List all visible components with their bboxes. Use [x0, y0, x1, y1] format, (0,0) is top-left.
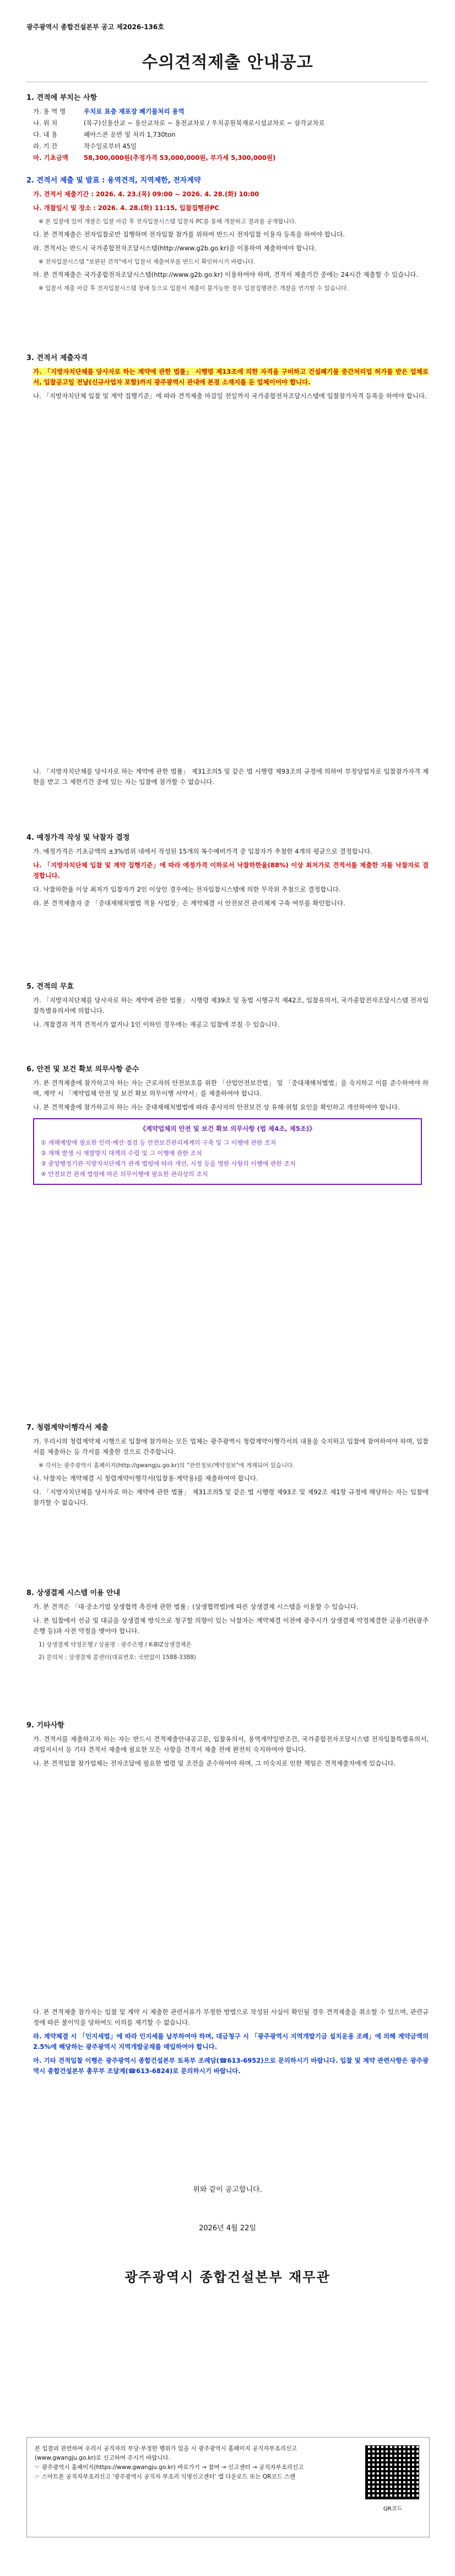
misc-c: 다. 본 견적제출 참가자는 입찰 및 계약 시 제출한 관련서류가 부정한 방법으로 작성된 사실이 확인될 경우 견적제출을 취소할 수 있으며, 관련규정에 따른 불이익을 당하여도 이의를 제기할 수 없습니다. [33, 2008, 429, 2026]
section-6 [26, 1064, 429, 1188]
safety-box-item-3: ③ 중앙행정기관·지방자치단체가 관계 법령에 따라 개선, 시정 등을 명한 사항의 이행에 관한 조치 [41, 1160, 296, 1167]
misc-d: 라. 계약체결 시 「인지세법」에 따라 인지세를 납부하여야 하며, 대금청구 시 「광주광역시 지역개발기금 설치운용 조례」에 의해 계약금액의 2.5%에 해당하는 광주광역시 지역개발공채를 매입하여야 합니다. [33, 2032, 429, 2051]
integrity-b: 나. 낙찰자는 계약체결 시 청렴계약이행각서(입찰용·계약용)를 제출하여야 합니다. [33, 1474, 258, 1482]
safety-box-title: 《계약업체의 안전 및 보건 확보 의무사항 (법 제4조, 제5조)》 [139, 1125, 316, 1133]
integrity-note: ※ 각서는 광주광역시 홈페이지(http://gwangju.go.kr)의 "관련정보/계약정보"에 게재되어 있습니다. [39, 1462, 295, 1469]
section-5 [26, 981, 429, 1033]
eligibility-a: 가. 「지방자치단체를 당사자로 하는 계약에 관한 법률」 시행령 제13조에 의한 자격을 구비하고 건설폐기물 중간처리업 허가를 받은 업체로서, 입찰공고일 전날(신규사업자 포함)까지 광주광역시 관내에 본점 소재지를 둔 업체이어야 합니다. [33, 368, 429, 386]
invalid-a: 가. 「지방자치단체를 당사자로 하는 계약에 관한 법률」 시행령 제39조 및 동법 시행규칙 제42조, 입찰유의서, 국가종합전자조달시스템 전자입찰특별유의서에 의합니다. [33, 996, 429, 1015]
price-d: 라. 본 견적제출자 중 「중대재해처벌법 적용 사업장」은 계약체결 시 안전보건 관리체계 구축 여부를 확인합니다. [33, 899, 345, 907]
win-win-b: 나. 본 입찰에서 선금 및 대금을 상생결제 방식으로 청구할 의향이 있는 낙찰자는 계약체결 이전에 광주시가 상생결제 약정체결한 금융기관(광주은행 등)과 사전 약정을 맺어야 합니다. [33, 1617, 429, 1635]
blank-area-2 [26, 1241, 429, 1406]
section-1-heading: 1. 견적에 부치는 사항 [26, 94, 98, 102]
win-win-a: 가. 본 견적은 「대·중소기업 상생협력 촉진에 관한 법률」(상생협력법)에 따른 상생결제 시스템을 이용할 수 있습니다. [33, 1603, 359, 1611]
e-bid-notice: 다. 본 견적제출은 전자입찰로만 집행하며 전자입찰 참가를 위하여 반드시 전자입찰 이용자 등록을 하여야 합니다. [33, 230, 345, 238]
section-9-cont [26, 2007, 429, 2080]
notice-number: 광주광역시 종합건설본부 공고 제2026-136호 [26, 23, 164, 31]
blank-area-1 [26, 474, 429, 761]
misc-a: 가. 견적서를 제출하고자 하는 자는 반드시 견적제출안내공고문, 입찰유의서, 용역계약일반조건, 국가종합전자조달시스템 전자입찰특별유의서, 과업지시서 등 기타 견적서 제출에 필요한 모든 사항을 견적서 제출 전에 완전히 숙지하여야 합니다. [33, 1735, 429, 1753]
section-8-heading: 8. 상생결제 시스템 이용 안내 [26, 1589, 121, 1597]
section-7-heading: 7. 청렴계약이행각서 제출 [26, 1424, 109, 1432]
row-location: 나. 위 치 (북구)신용산교 ~ 용산교차로 ~ 용전교차로 / 우치공원북재로시설교차로 ~ 삼각교차로 [33, 119, 325, 127]
opening-note: ※ 본 입찰에 있어 개찰은 입찰 마감 후 전자입찰시스템 입찰자 PC를 통해 개찰하고 결과를 공개합니다. [39, 218, 297, 225]
report-info-text [35, 2444, 343, 2482]
submission-period: 가. 견적서 제출기간 : 2026. 4. 23.(목) 09:00 ~ 2026. 4. 28.(화) 10:00 [33, 190, 259, 198]
blank-area-3 [26, 1831, 429, 1996]
misc-e: 마. 기타 견적입찰 이행은 광주광역시 종합건설본부 토목부 조례담(☎613-6952)으로 문의하시기 바랍니다. 입찰 및 계약 관련사항은 광주광역시 종합건설본부 총무부 조달계(☎613-6824)로 문의하시기 바랍니다. [33, 2057, 429, 2075]
safety-obligation-box [33, 1118, 422, 1185]
misc-b: 나. 본 견적입찰 참가업체는 전자조달에 필요한 법령 및 조건을 준수하여야 하며, 그 미숙지로 인한 책임은 견적제출자에게 있습니다. [33, 1759, 396, 1767]
row-service-name: 가. 용 역 명 우치로 표층 재포장 폐기물처리 용역 [33, 108, 185, 115]
section-8 [26, 1588, 429, 1665]
safety-box-item-1: ① 재해예방에 필요한 인력·예산·점검 등 안전보건관리체계의 구축 및 그 이행에 관한 조치 [41, 1139, 277, 1146]
section-4-heading: 4. 예정가격 작성 및 낙찰자 결정 [26, 834, 130, 842]
section-2 [26, 175, 429, 296]
integrity-a: 가. 우리시의 청렴계약제 시행으로 입찰에 참가하는 모든 업체는 광주광역시 청렴계약이행각서의 내용을 숙지하고 입찰에 참여하여야 하며, 입찰서를 제출하는 등 각서를 제출한 것으로 간주합니다. [33, 1437, 429, 1456]
g2b-usage: 마. 본 견적제출은 국가종합전자조달시스템(http://www.g2b.go.kr) 이용하여야 하며, 견적서 제출기간 중에는 24시간 제출할 수 있습니다. [33, 271, 419, 278]
report-info-box [26, 2437, 430, 2537]
win-win-contact: 2) 문의처 : 상생결제 콜센터(대표번호: 국번없이 1588-3388) [39, 1654, 196, 1661]
notice-date: 2026년 4월 22일 [199, 2224, 256, 2232]
g2b-note: ※ 전자입찰시스템 "보완된 견적"에서 입찰서 제출여부를 반드시 확인하시기 바랍니다. [39, 259, 256, 265]
price-b: 나. 「지방자치단체 입찰 및 계약 집행기준」에 따라 예정가격 이하로서 낙찰하한율(88%) 이상 최저가로 견적서를 제출한 자를 낙찰자로 결정합니다. [33, 861, 429, 879]
qr-code-icon[interactable] [365, 2445, 419, 2499]
opening-datetime: 나. 개찰일시 및 장소 : 2026. 4. 28.(화) 11:15, 입찰집행관PC [33, 204, 219, 212]
closing-statement: 위와 같이 공고합니다. [193, 2186, 262, 2194]
section-7 [26, 1423, 429, 1511]
qr-label: QR코드 [383, 2506, 403, 2512]
page-title: 수의견적제출 안내공고 [142, 53, 313, 72]
price-a: 가. 예정가격은 기초금액의 ±3%범위 내에서 작성된 15개의 복수예비가격 중 입찰자가 추첨한 4개의 평균으로 결정합니다. [33, 847, 372, 855]
section-6-heading: 6. 안전 및 보건 확보 의무사항 준수 [26, 1065, 139, 1074]
row-content: 다. 내 용 폐아스콘 운반 및 처리 1,730ton [33, 131, 176, 138]
row-base-amount: 마. 기초금액 58,300,000원(추정가격 53,000,000원, 부가세 5,300,000원) [33, 154, 276, 162]
safety-b: 나. 본 견적제출에 참가하고자 하는 자는 중대재해처벌법에 따라 종사자의 안전보건 상 유해·위험 요인을 확인하고 개선하여야 합니다. [33, 1103, 400, 1111]
integrity-c: 다. 「지방자치단체를 당사자로 하는 계약에 관한 법률」 제31조의5 및 같은 법 시행령 제93조 및 제92조 제1항 규정에 해당하는 자는 입찰에 참가할 수 없습니다. [33, 1488, 429, 1506]
report-line-1: 본 입찰과 관련하여 우리시 공직자의 부당·부정한 행위가 있을 시 광주광역시 홈페이지 공직자부조리신고(www.gwangju.go.kr)로 신고하여 주시기 바랍니다. [35, 2445, 297, 2461]
invalid-b: 나. 개찰결과 적격 견적서가 없거나 1인 이하인 경우에는 재공고 입찰에 부칠 수 있습니다. [33, 1021, 280, 1028]
win-win-bank: 1) 상생결제 약정은행 / 상품명 : 광주은행 / K-BIZ상생결제론 [39, 1641, 192, 1648]
section-2-heading: 2. 견적서 제출 및 발표 : 용역견적, 지역제한, 전자계약 [26, 176, 201, 185]
section-4 [26, 833, 429, 912]
safety-a: 가. 본 견적제출에 참가하고자 하는 자는 근로자의 안전보호를 위한 「산업안전보건법」 및 「중대재해처벌법」을 숙지하고 이를 준수하여야 하며, 계약 시 「계약업체 안전 및 보건 확보 의무이행 서약서」를 제출하여야 합니다. [33, 1079, 429, 1097]
price-c: 다. 낙찰하한율 이상 최저가 입찰자가 2인 이상인 경우에는 전자입찰시스템에 의한 무작위 추첨으로 결정합니다. [33, 886, 341, 893]
eligibility-b: 나. 「지방자치단체 입찰 및 계약 집행기준」에 따라 견적제출 마감일 전일까지 국가종합전자조달시스템에 입찰참가자격 등록을 하여야 합니다. [33, 392, 427, 400]
safety-box-item-4: ④ 안전보건 관계 법령에 따른 의무이행에 필요한 관리상의 조치 [41, 1171, 208, 1178]
system-failure-note: ※ 입찰서 제출 마감 후 전자입찰시스템 장애 등으로 입찰서 제출이 불가능한 경우 입찰집행관은 개찰을 연기할 수 있습니다. [39, 285, 349, 292]
section-9-heading: 9. 기타사항 [26, 1721, 64, 1730]
section-1 [26, 93, 429, 164]
issuer-signature: 광주광역시 종합건설본부 재무관 [124, 2269, 331, 2285]
report-line-3: ☞ 스마트폰 공직자부조리신고 '광주광역시 공직자 부조리 익명신고센터' 앱 다운로드 또는 QR코드 스캔 [35, 2473, 296, 2480]
row-period: 라. 기 간 착수일로부터 45일 [33, 142, 137, 150]
section-3-heading: 3. 견적서 제출자격 [26, 354, 88, 362]
disqualified-note: 나. 「지방자치단체를 당사자로 하는 계약에 관한 법률」 제31조의5 및 같은 법 시행령 제93조의 규정에 의하여 부정당업자로 입찰참가자격 제한을 받고 그 제한기간 중에 있는 자는 입찰에 참가할 수 없습니다. [33, 768, 429, 786]
report-line-2: ☞ 광주광역시 홈페이지(https://www.gwangju.go.kr) 바로가기 → 참여 → 신고센터 → 공직자부조리신고 [35, 2464, 304, 2471]
g2b-submission: 라. 견적서는 반드시 국가종합전자조달시스템(http://www.g2b.go.kr)을 이용하여 제출하여야 합니다. [33, 244, 317, 252]
section-9 [26, 1720, 429, 1772]
safety-box-item-2: ② 재해 발생 시 재발방지 대책의 수립 및 그 이행에 관한 조치 [41, 1150, 202, 1157]
section-3 [26, 353, 429, 405]
section-5-heading: 5. 견적의 무효 [26, 983, 74, 991]
section-3-cont [26, 766, 429, 791]
